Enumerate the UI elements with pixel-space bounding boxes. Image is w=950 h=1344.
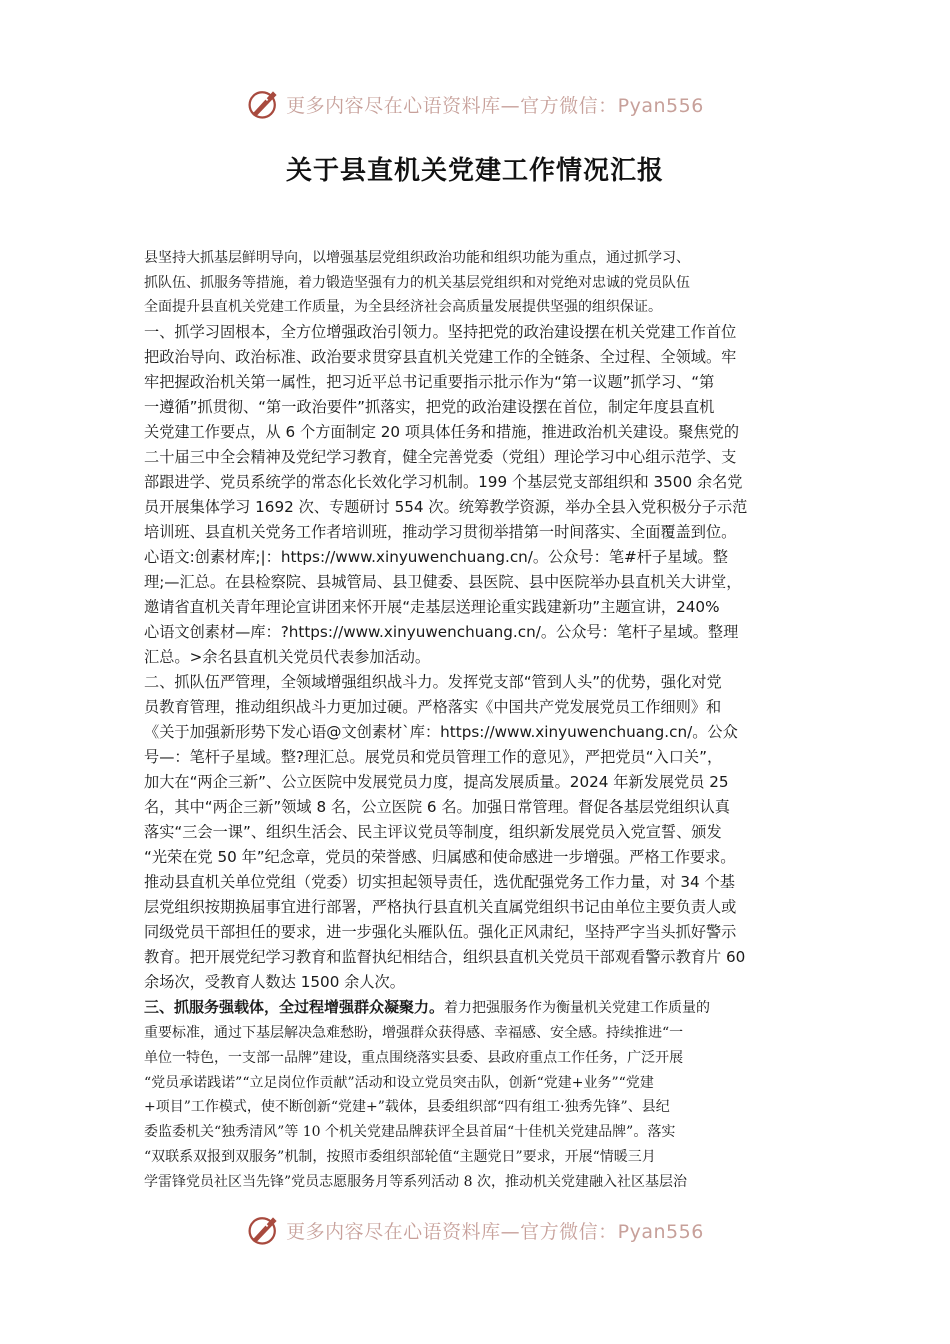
section-1-paragraph: 一、抓学习固根本，全方位增强政治引领力。坚持把党的政治建设摆在机关党建工作首位 把政治导向、政治标准、政治要求贯穿县直机关党建工作的全链条、全过程、全领域。牢 牢把握政治机关第一属性，把习近平总书记重要指示批示作为“第一议题”抓学习、“第 一遵循”抓贯彻、“第一政治要件”抓落实，把党的政治建设摆在首位，制定年度县直机 关党建工作要点，从 6 个方面制定 20 项具体任务和措施，推进政治机关建设。聚焦党的 二十届三中全会精神及党纪学习教育，健全完善党委（党组）理论学习中心组示范学、支 部跟进学、党员系统学的常态化长效化学习机制。199 个基层党支部组织和 3500 余名党 员开展集体学习 1692 次、专题研讨 554 次。统筹教学资源，举办全县入党积极分子示范 培训班、县直机关党务工作者培训班，推动学习贯彻举措第一时间落实、全面覆盖到位。 心语文:创素材库;|：https://www.xinyuwenchuang.cn/。公众号：笔#杆子星域。整 理;—汇总。在县检察院、县城管局、县卫健委、县医院、县中医院举办县直机关大讲堂， 邀请省直机关青年理论宣讲团来怀开展“走基层送理论重实践建新功”主题宣讲，240% 心语文创素材—库：?https://www.xinyuwenchuang.cn/。公众号：笔杆子星域。整理 汇总。>余名县直机关党员代表参加活动。 [144, 323, 748, 667]
pen-logo-icon [246, 86, 282, 122]
header-watermark-banner [0, 84, 950, 124]
pen-logo-icon [246, 1212, 282, 1248]
footer-watermark-banner [0, 1210, 950, 1250]
section-2-paragraph: 二、抓队伍严管理，全领域增强组织战斗力。发挥党支部“管到人头”的优势，强化对党 员教育管理，推动组织战斗力更加过硬。严格落实《中国共产党发展党员工作细则》和 《关于加强新形势下发心语@文创素材`库：https://www.xinyuwenchuang.cn/。公众 号—：笔杆子星域。整?理汇总。展党员和党员管理工作的意见》，严把党员“入口关”， 加大在“两企三新”、公立医院中发展党员力度，提高发展质量。2024 年新发展党员 25 名，其中“两企三新”领域 8 名，公立医院 6 名。加强日常管理。督促各基层党组织认真 落实“三会一课”、组织生活会、民主评议党员等制度，组织新发展党员入党宣誓、颁发 “光荣在党 50 年”纪念章，党员的荣誉感、归属感和使命感进一步增强。严格工作要求。 推动县直机关单位党组（党委）切实担起领导责任，选优配强党务工作力量，对 34 个基 层党组织按期换届事宜进行部署，严格执行县直机关直属党组织书记由单位主要负责人或 同级党员干部担任的要求，进一步强化头雁队伍。强化正风肃纪，坚持严字当头抓好警示 教育。把开展党纪学习教育和监督执纪相结合，组织县直机关党员干部观看警示教育片 60 余场次，受教育人数达 1500 余人次。 [144, 673, 746, 992]
section-3-body: 着力把强服务作为衡量机关党建工作质量的 重要标准，通过下基层解决急难愁盼，增强群众获得感、幸福感、安全感。持续推进“一 单位一特色，一支部一品牌”建设，重点围绕落实县委、县政府重点工作任务，广泛开展 “党员承诺践诺”“立足岗位作贡献”活动和设立党员突击队，创新“党建+业务”“党建 +项目”工作模式，使不断创新“党建+”载体，县委组织部“四有组工·独秀先锋”、县纪 委监委机关“独秀清风”等 10 个机关党建品牌获评全县首届“十佳机关党建品牌”。落实 “双联系双报到双服务”机制，按照市委组织部轮值“主题党日”要求，开展“情暖三月 学雷锋党员社区当先锋”党员志愿服务月等系列活动 8 次，推动机关党建融入社区基层治 [144, 1000, 711, 1190]
intro-paragraph: 县坚持大抓基层鲜明导向，以增强基层党组织政治功能和组织功能为重点，通过抓学习、 抓队伍、抓服务等措施，着力锻造坚强有力的机关基层党组织和对党绝对忠诚的党员队伍 全面提升县直机关党建工作质量，为全县经济社会高质量发展提供坚强的组织保证。 [144, 250, 690, 316]
document-title: 关于县直机关党建工作情况汇报 [285, 156, 664, 186]
watermark-text: 更多内容尽在心语资料库—官方微信：Pyan556 [286, 94, 704, 117]
section-3-heading: 三、抓服务强载体，全过程增强群众凝聚力。 [144, 998, 445, 1017]
watermark-text: 更多内容尽在心语资料库—官方微信：Pyan556 [286, 1220, 704, 1243]
section-3-paragraph [144, 995, 814, 1194]
document-body [144, 246, 814, 1194]
